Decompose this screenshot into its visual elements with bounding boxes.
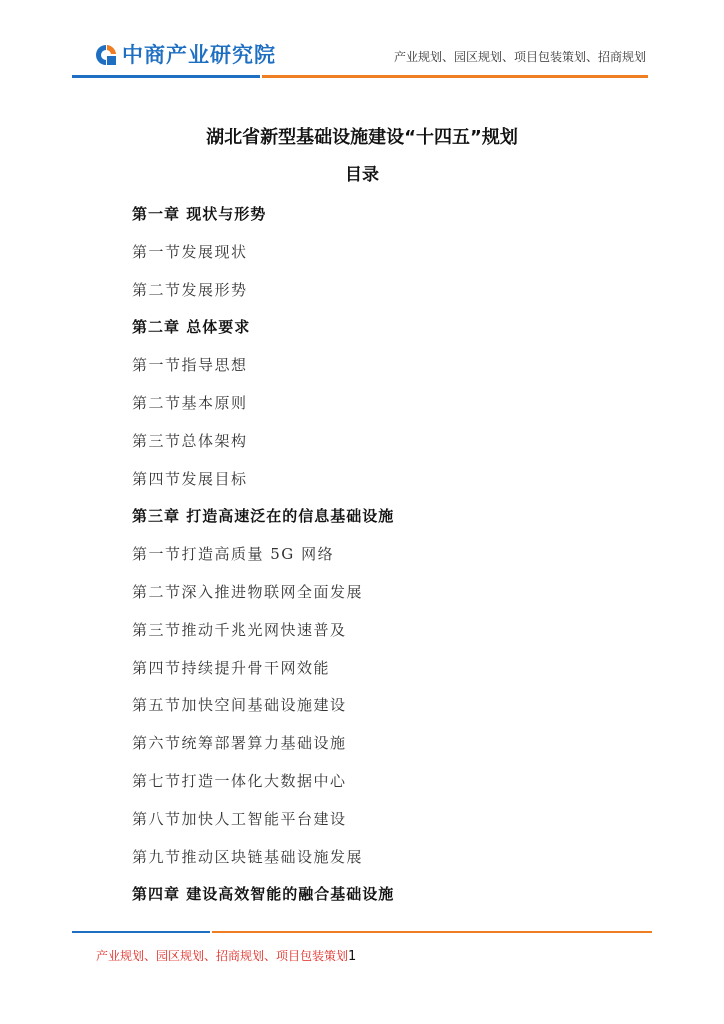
toc-section[interactable]: 第四节发展目标 [132, 469, 248, 488]
logo-icon [94, 43, 118, 67]
header-tagline: 产业规划、园区规划、项目包装策划、招商规划 [393, 50, 646, 64]
table-of-contents [132, 200, 652, 918]
toc-section[interactable]: 第七节打造一体化大数据中心 [132, 771, 347, 790]
toc-section[interactable]: 第二节发展形势 [132, 280, 248, 299]
toc-section[interactable]: 第二节基本原则 [132, 393, 248, 412]
toc-section[interactable]: 第二节深入推进物联网全面发展 [132, 582, 364, 601]
toc-section[interactable]: 第三节总体架构 [132, 431, 248, 450]
toc-chapter[interactable]: 第四章 建设高效智能的融合基础设施 [132, 885, 395, 904]
page-header [0, 0, 724, 90]
toc-heading: 目录 [345, 165, 379, 185]
page-footer [96, 948, 356, 965]
toc-section[interactable]: 第一节指导思想 [132, 356, 248, 375]
logo-text: 中商产业研究院 [122, 43, 276, 67]
toc-section[interactable]: 第八节加快人工智能平台建设 [132, 809, 347, 828]
toc-chapter[interactable]: 第一章 现状与形势 [132, 205, 267, 223]
toc-section[interactable]: 第一节发展现状 [132, 242, 248, 261]
logo [94, 43, 276, 67]
header-divider-orange [262, 75, 648, 78]
document-title: 湖北省新型基础设施建设“十四五”规划 [206, 127, 518, 148]
header-divider-blue [72, 75, 260, 78]
footer-tagline: 产业规划、园区规划、招商规划、项目包装策划 [96, 949, 349, 963]
footer-divider-blue [72, 931, 210, 933]
toc-chapter[interactable]: 第三章 打造高速泛在的信息基础设施 [132, 507, 395, 526]
toc-chapter[interactable]: 第二章 总体要求 [132, 318, 251, 337]
footer-divider-orange [212, 931, 652, 933]
toc-section[interactable]: 第一节打造高质量 5G 网络 [132, 545, 335, 564]
toc-section[interactable]: 第三节推动千兆光网快速普及 [132, 620, 347, 639]
toc-section[interactable]: 第九节推动区块链基础设施发展 [132, 847, 364, 866]
toc-section[interactable]: 第五节加快空间基础设施建设 [132, 696, 347, 715]
toc-section[interactable]: 第六节统筹部署算力基础设施 [132, 734, 347, 753]
page-number: 1 [348, 949, 357, 964]
toc-section[interactable]: 第四节持续提升骨干网效能 [132, 658, 331, 677]
